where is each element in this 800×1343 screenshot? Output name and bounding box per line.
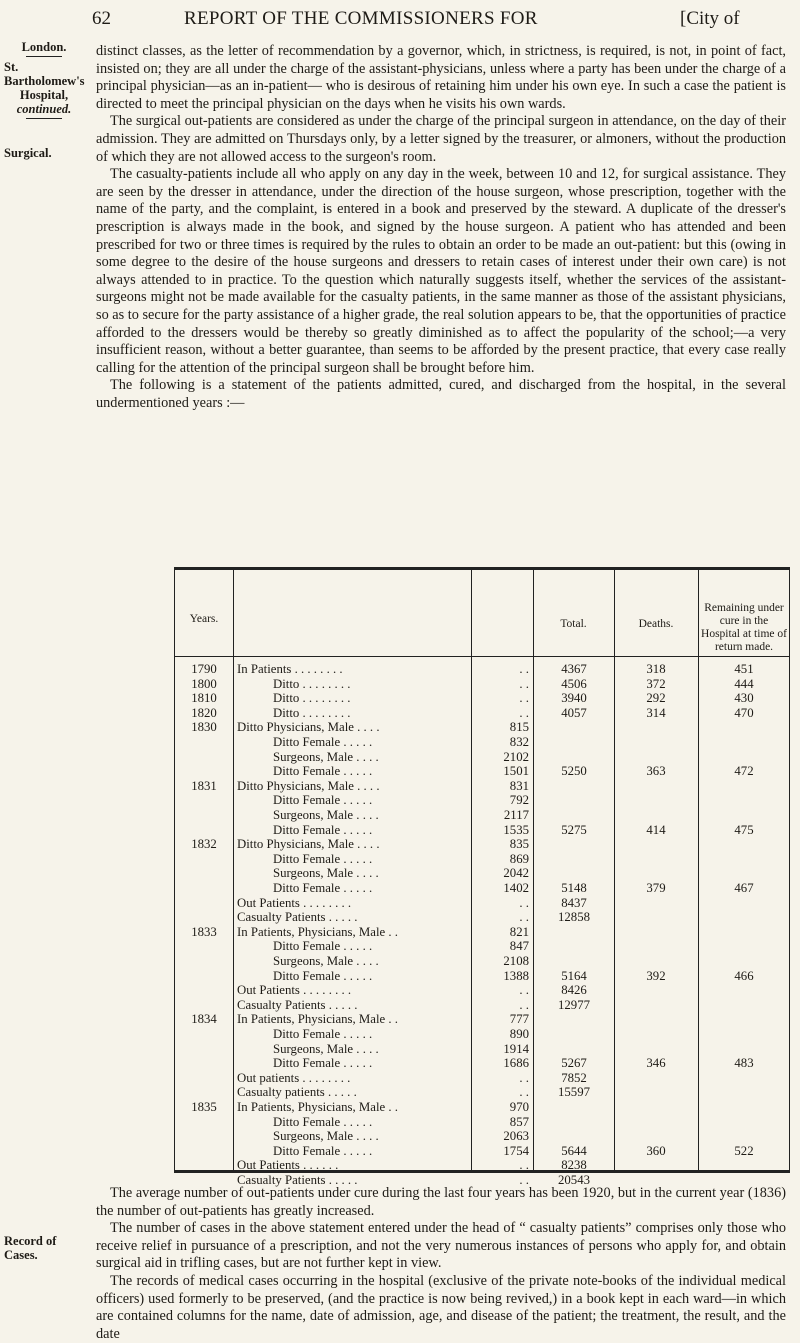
cell-subtotal: 1914 bbox=[503, 1041, 529, 1056]
cell-total: 5164 bbox=[561, 968, 587, 983]
cell-subtotal: 831 bbox=[509, 778, 529, 793]
cell-deaths: 392 bbox=[646, 968, 666, 983]
table-row bbox=[175, 1012, 789, 1028]
cell-deaths: 292 bbox=[646, 691, 666, 706]
cell-description: In Patients, Physicians, Male . . bbox=[237, 924, 399, 939]
margin-note-london bbox=[4, 40, 84, 57]
cell-year: 1800 bbox=[191, 676, 217, 691]
page-number: 62 bbox=[92, 8, 111, 29]
cell-total: 3940 bbox=[561, 691, 587, 706]
cell-description: Ditto Physicians, Male . . . . bbox=[237, 837, 380, 852]
table-row bbox=[175, 954, 789, 970]
cell-subtotal: . . bbox=[519, 1158, 529, 1173]
cell-description: Casualty Patients . . . . . bbox=[237, 910, 358, 925]
cell-subtotal: 1686 bbox=[503, 1056, 529, 1071]
cell-remaining: 470 bbox=[734, 705, 754, 720]
cell-total: 4057 bbox=[561, 705, 587, 720]
margin-rule bbox=[26, 118, 62, 119]
cell-total: 8238 bbox=[561, 1158, 587, 1173]
header-rule bbox=[175, 656, 789, 657]
table-row bbox=[175, 866, 789, 882]
table-row bbox=[175, 983, 789, 999]
cell-total: 5644 bbox=[561, 1143, 587, 1158]
cell-subtotal: . . bbox=[519, 705, 529, 720]
cell-description: Out Patients . . . . . . bbox=[237, 1158, 339, 1173]
cell-deaths: 360 bbox=[646, 1143, 666, 1158]
table-row bbox=[175, 925, 789, 941]
paragraph: distinct classes, as the letter of recommendation by a governor, which, in strictness, is required, is not, in point of fact, insisted on; they are all under the charge of the assistant-physicians, unless where a party has been under the charge of a principal physician—as an in-patient— who is desirous of retaining him under his own eye. In such a case the patient is directed to meet the principal physician on the days when he visits his own wards. bbox=[96, 43, 786, 112]
cell-total: 4506 bbox=[561, 676, 587, 691]
table-row bbox=[175, 1027, 789, 1043]
header-deaths: Deaths. bbox=[638, 618, 674, 630]
table-row bbox=[175, 1042, 789, 1058]
cell-total: 5148 bbox=[561, 881, 587, 895]
cell-description: Casualty Patients . . . . . bbox=[237, 1173, 358, 1187]
cell-subtotal: 890 bbox=[509, 1027, 529, 1041]
cell-subtotal: 857 bbox=[509, 1114, 529, 1129]
cell-subtotal: 869 bbox=[509, 851, 529, 866]
cell-subtotal: 832 bbox=[509, 735, 529, 749]
cell-total: 12858 bbox=[558, 910, 590, 925]
cell-total: 4367 bbox=[561, 662, 587, 676]
header-remaining: Remaining under cure in the Hospital at time of return made. bbox=[701, 602, 787, 653]
cell-year: 1810 bbox=[191, 691, 217, 706]
margin-note-surgical bbox=[4, 146, 84, 160]
cell-description: Surgeons, Male . . . . bbox=[273, 866, 379, 881]
cell-deaths: 414 bbox=[646, 822, 666, 837]
page-header bbox=[0, 8, 800, 34]
margin-surgical-label: Surgical. bbox=[4, 146, 52, 160]
table-row bbox=[175, 1071, 789, 1087]
cell-year: 1820 bbox=[191, 705, 217, 720]
header-years: Years. bbox=[189, 613, 219, 625]
cell-subtotal: 835 bbox=[509, 837, 529, 852]
table-row bbox=[175, 662, 789, 678]
cell-remaining: 472 bbox=[734, 764, 754, 779]
table-row bbox=[175, 691, 789, 707]
running-title-right: [City of bbox=[680, 8, 740, 29]
cell-deaths: 379 bbox=[646, 881, 666, 895]
cell-description: Casualty patients . . . . . bbox=[237, 1085, 357, 1100]
table-row bbox=[175, 808, 789, 824]
header-total: Total. bbox=[560, 618, 587, 630]
cell-subtotal: 2063 bbox=[503, 1129, 529, 1144]
cell-remaining: 467 bbox=[734, 881, 754, 895]
cell-subtotal: 792 bbox=[509, 793, 529, 808]
table-row bbox=[175, 1100, 789, 1116]
table-row bbox=[175, 1115, 789, 1131]
cell-subtotal: . . bbox=[519, 1173, 529, 1187]
cell-year: 1830 bbox=[191, 720, 217, 735]
cell-remaining: 451 bbox=[734, 662, 754, 676]
paragraph: The following is a statement of the patients admitted, cured, and discharged from the hospital, in the several undermentioned years :— bbox=[96, 377, 786, 411]
cell-total: 12977 bbox=[558, 997, 590, 1012]
cell-description: Ditto Physicians, Male . . . . bbox=[237, 778, 380, 793]
cell-remaining: 483 bbox=[734, 1056, 754, 1071]
cell-year: 1834 bbox=[191, 1012, 217, 1027]
cell-description: Ditto . . . . . . . . bbox=[273, 705, 351, 720]
table-row bbox=[175, 823, 789, 839]
cell-description: In Patients, Physicians, Male . . bbox=[237, 1100, 399, 1114]
paragraph: The average number of out-patients under cure during the last four years has been 1920, but in the current year (1836) the number of out-patients has greatly increased. bbox=[96, 1185, 786, 1219]
cell-remaining: 475 bbox=[734, 822, 754, 837]
cell-total: 5267 bbox=[561, 1056, 587, 1071]
cell-subtotal: 2042 bbox=[503, 866, 529, 881]
margin-hospital-line1: St. Bartholomew's bbox=[4, 60, 85, 88]
cell-description: Ditto Female . . . . . bbox=[273, 851, 373, 866]
cell-total: 8426 bbox=[561, 983, 587, 998]
cell-subtotal: 1501 bbox=[503, 764, 529, 779]
paragraph: The surgical out-patients are considered as under the charge of the principal surgeon in attendance, on the day of their admission. They are admitted on Thursdays only, by a letter signed by the treasurer, or almoners, without the production of which they are not allowed access to the surgeon's room. bbox=[96, 113, 786, 165]
cell-remaining: 430 bbox=[734, 691, 754, 706]
table-row bbox=[175, 998, 789, 1014]
cell-subtotal: 1754 bbox=[503, 1143, 529, 1158]
running-title: REPORT OF THE COMMISSIONERS FOR bbox=[184, 8, 538, 29]
table-row bbox=[175, 1129, 789, 1145]
cell-description: Casualty Patients . . . . . bbox=[237, 997, 358, 1012]
cell-description: Surgeons, Male . . . . bbox=[273, 954, 379, 968]
cell-subtotal: 777 bbox=[509, 1012, 529, 1027]
cell-subtotal: 815 bbox=[509, 720, 529, 735]
cell-total: 15597 bbox=[558, 1085, 590, 1100]
cell-year: 1832 bbox=[191, 837, 217, 852]
cell-subtotal: 1388 bbox=[503, 968, 529, 983]
paragraph: The records of medical cases occurring in the hospital (exclusive of the private note-books of the individual medical officers) used formerly to be preserved, (and the practice is now being revived,) in a book kept in each ward—in which are contained columns for the name, date of admission, age, and disease of the patient; the treatment, the result, and the date bbox=[96, 1272, 786, 1342]
cell-year: 1835 bbox=[191, 1100, 217, 1114]
cell-description: Ditto Physicians, Male . . . . bbox=[237, 720, 380, 735]
cell-description: Ditto Female . . . . . bbox=[273, 735, 373, 749]
table-row bbox=[175, 1144, 789, 1160]
cell-subtotal: 1402 bbox=[503, 881, 529, 895]
cell-subtotal: . . bbox=[519, 662, 529, 676]
table-row bbox=[175, 735, 789, 751]
cell-total: 7852 bbox=[561, 1070, 587, 1085]
cell-subtotal: . . bbox=[519, 676, 529, 691]
table-row bbox=[175, 706, 789, 722]
cell-subtotal: . . bbox=[519, 1070, 529, 1085]
cell-total: 20543 bbox=[558, 1173, 590, 1187]
cell-remaining: 522 bbox=[734, 1143, 754, 1158]
table-row bbox=[175, 896, 789, 912]
margin-london-label: London. bbox=[21, 40, 67, 54]
table-row bbox=[175, 750, 789, 766]
cell-description: Ditto Female . . . . . bbox=[273, 793, 373, 808]
margin-hospital-line2: Hospital, bbox=[19, 88, 69, 102]
table-row bbox=[175, 779, 789, 795]
cell-description: Surgeons, Male . . . . bbox=[273, 1129, 379, 1144]
cell-subtotal: 2108 bbox=[503, 954, 529, 968]
cell-description: Ditto Female . . . . . bbox=[273, 881, 373, 895]
cell-description: Ditto Female . . . . . bbox=[273, 968, 373, 983]
cell-remaining: 466 bbox=[734, 968, 754, 983]
margin-record-label: Record of Cases. bbox=[4, 1234, 57, 1262]
cell-description: Ditto Female . . . . . bbox=[273, 1114, 373, 1129]
cell-description: Ditto Female . . . . . bbox=[273, 822, 373, 837]
table-row bbox=[175, 939, 789, 955]
cell-description: Ditto Female . . . . . bbox=[273, 1143, 373, 1158]
cell-description: Out Patients . . . . . . . . bbox=[237, 895, 352, 910]
cell-subtotal: 970 bbox=[509, 1100, 529, 1114]
cell-total: 8437 bbox=[561, 895, 587, 910]
margin-continued: continued. bbox=[16, 102, 72, 116]
paragraph: The number of cases in the above statement entered under the head of “ casualty patients” comprises only those who receive relief in pursuance of a prescription, and not the very numerous instances of persons who apply for, and obtain surgical aid in trifling cases, but are not further kept in view. bbox=[96, 1220, 786, 1272]
table-row bbox=[175, 910, 789, 926]
cell-description: Surgeons, Male . . . . bbox=[273, 1041, 379, 1056]
cell-description: Surgeons, Male . . . . bbox=[273, 808, 379, 822]
cell-remaining: 444 bbox=[734, 676, 754, 691]
cell-subtotal: 2102 bbox=[503, 749, 529, 764]
table-row bbox=[175, 837, 789, 853]
cell-year: 1831 bbox=[191, 778, 217, 793]
cell-deaths: 314 bbox=[646, 705, 666, 720]
table-row bbox=[175, 720, 789, 736]
body-text-lower bbox=[96, 1185, 786, 1343]
cell-year: 1790 bbox=[191, 662, 217, 676]
cell-subtotal: . . bbox=[519, 1085, 529, 1100]
cell-description: Ditto Female . . . . . bbox=[273, 764, 373, 779]
table-row bbox=[175, 969, 789, 985]
cell-subtotal: 1535 bbox=[503, 822, 529, 837]
table-row bbox=[175, 881, 789, 897]
cell-year: 1833 bbox=[191, 924, 217, 939]
cell-subtotal: . . bbox=[519, 691, 529, 706]
table-row bbox=[175, 852, 789, 868]
cell-description: Ditto . . . . . . . . bbox=[273, 691, 351, 706]
table-row bbox=[175, 677, 789, 693]
cell-description: Ditto . . . . . . . . bbox=[273, 676, 351, 691]
table-row bbox=[175, 764, 789, 780]
cell-deaths: 363 bbox=[646, 764, 666, 779]
margin-note-hospital bbox=[4, 60, 84, 119]
table-row bbox=[175, 1158, 789, 1174]
table-row bbox=[175, 793, 789, 809]
cell-subtotal: . . bbox=[519, 910, 529, 925]
cell-description: In Patients, Physicians, Male . . bbox=[237, 1012, 399, 1027]
margin-rule bbox=[26, 56, 62, 57]
cell-description: Surgeons, Male . . . . bbox=[273, 749, 379, 764]
cell-subtotal: . . bbox=[519, 983, 529, 998]
body-text-upper bbox=[96, 43, 786, 412]
cell-subtotal: 2117 bbox=[503, 808, 529, 822]
cell-subtotal: 821 bbox=[509, 924, 529, 939]
cell-subtotal: . . bbox=[519, 997, 529, 1012]
cell-deaths: 318 bbox=[646, 662, 666, 676]
cell-subtotal: 847 bbox=[509, 939, 529, 954]
table-row bbox=[175, 1056, 789, 1072]
cell-deaths: 372 bbox=[646, 676, 666, 691]
margin-note-record bbox=[4, 1234, 84, 1262]
cell-total: 5275 bbox=[561, 822, 587, 837]
cell-description: Out Patients . . . . . . . . bbox=[237, 983, 352, 998]
cell-description: Ditto Female . . . . . bbox=[273, 1056, 373, 1071]
cell-description: Out patients . . . . . . . . bbox=[237, 1070, 351, 1085]
paragraph: The casualty-patients include all who apply on any day in the week, between 10 and 12, for surgical assistance. They are seen by the dresser in attendance, under the direction of the house surgeon, whose prescription, together with the name of the party, and the complaint, is entered in a book and preserved by the steward. A duplicate of the dresser's prescription is always made in the book, and signed by the house surgeon. A patient who has attended and been prescribed for two or three times is required by the rules to obtain an order to be made an out-patient: but this (owing in some degree to the desire of the house surgeons and dressers to retain cases of interest under their own care) is not always attended to in practice. To the question which naturally suggests itself, whether the services of the assistant-surgeons might not be made available for the casualty patients, in the same manner as those of the assistant physicians, so as to secure for the party assistance of a higher grade, the real solution appears to be, that the opportunities of practice afforded to the dressers would be thereby so greatly diminished as to affect the popularity of the school;—a very insufficient reason, without a better guarantee, than seems to be afforded by the present practice, that every case really calling for the attention of the principal surgeon shall be brought before him. bbox=[96, 166, 786, 376]
cell-description: Ditto Female . . . . . bbox=[273, 939, 373, 954]
table-row bbox=[175, 1085, 789, 1101]
cell-deaths: 346 bbox=[646, 1056, 666, 1071]
cell-subtotal: . . bbox=[519, 895, 529, 910]
cell-description: In Patients . . . . . . . . bbox=[237, 662, 343, 676]
cell-total: 5250 bbox=[561, 764, 587, 779]
statistics-table bbox=[174, 567, 790, 1187]
cell-description: Ditto Female . . . . . bbox=[273, 1027, 373, 1041]
